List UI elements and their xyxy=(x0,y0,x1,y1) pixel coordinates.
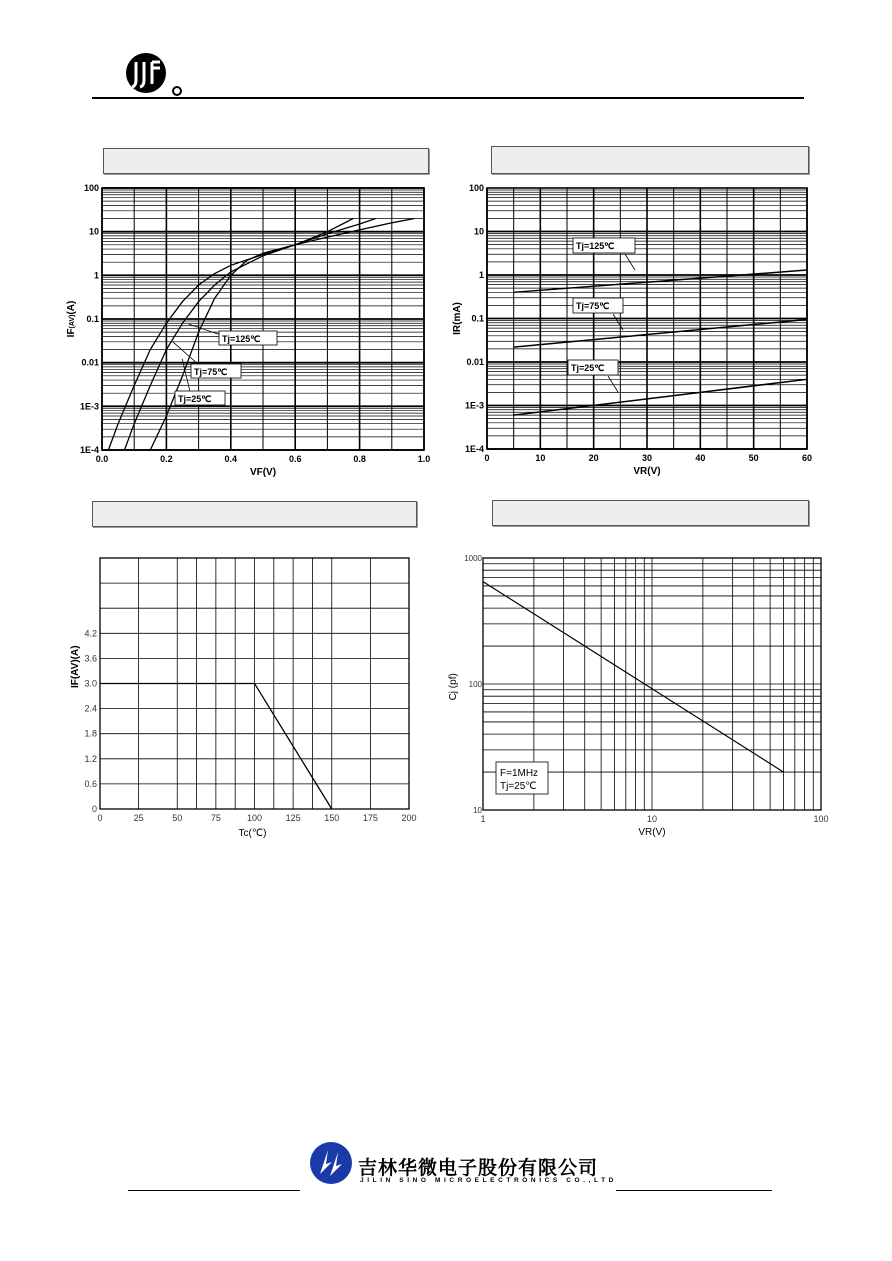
x-tick-label: 1 xyxy=(480,814,486,824)
x-tick-label: 25 xyxy=(133,813,144,823)
footer-rule-left xyxy=(128,1190,300,1191)
jjf-logo-icon xyxy=(124,50,184,98)
x-tick-label: 125 xyxy=(285,813,301,823)
y-tick-label: 1.2 xyxy=(84,753,97,764)
chart2-caption-box xyxy=(491,146,809,174)
series-label: Tj=25℃ xyxy=(571,363,605,373)
x-tick-label: 20 xyxy=(588,453,599,463)
x-tick-label: 150 xyxy=(324,813,340,823)
jilin-sino-logo-icon xyxy=(308,1140,354,1186)
y-tick-label: 1E-3 xyxy=(79,401,99,412)
series-label: Tj=125℃ xyxy=(576,241,615,251)
x-tick-label: 75 xyxy=(210,813,221,823)
y-tick-label: 0.6 xyxy=(84,778,97,789)
series-label: Tj=75℃ xyxy=(576,301,610,311)
series-line xyxy=(150,219,414,451)
series-line xyxy=(514,319,807,347)
chart4-caption-box xyxy=(492,500,809,526)
series-callout-line xyxy=(613,314,623,330)
chart-reverse-characteristics xyxy=(445,180,825,480)
chart-forward-characteristics xyxy=(60,180,440,480)
x-axis-label: Tc(℃) xyxy=(238,828,267,839)
chart1-caption-box xyxy=(103,148,429,174)
annotation-text: Tj=25℃ xyxy=(500,781,537,792)
y-tick-label: 4.2 xyxy=(84,628,97,639)
y-axis-label-part: IF xyxy=(66,328,77,338)
x-tick-label: 0.0 xyxy=(95,454,109,464)
x-tick-label: 10 xyxy=(646,814,658,824)
y-tick-label: 10 xyxy=(473,806,482,815)
y-tick-label: 3.0 xyxy=(84,678,97,689)
x-tick-label: 0.6 xyxy=(288,454,302,464)
y-tick-label: 2.4 xyxy=(84,703,97,714)
chart-junction-capacitance xyxy=(440,550,840,850)
y-tick-label: 100 xyxy=(468,680,482,689)
y-tick-label: 1000 xyxy=(464,554,482,563)
x-tick-label: 0.4 xyxy=(224,454,238,464)
company-name-cn: 吉林华微电子股份有限公司 xyxy=(358,1157,599,1179)
header-rule xyxy=(92,97,804,99)
series-line xyxy=(514,270,807,292)
chart-current-derating xyxy=(60,550,430,850)
company-name-en: JILIN SINO MICROELECTRONICS CO.,LTD xyxy=(360,1177,617,1184)
x-tick-label: 0.8 xyxy=(353,454,366,464)
y-tick-label: 1E-4 xyxy=(464,444,484,454)
y-axis-label-part: (AV) xyxy=(69,314,76,329)
x-tick-label: 200 xyxy=(401,813,417,823)
x-tick-label: 0 xyxy=(97,813,103,823)
series-line xyxy=(483,582,784,772)
y-axis-label xyxy=(66,301,77,338)
y-axis-label: Cj (pf) xyxy=(448,673,459,701)
x-tick-label: 1.0 xyxy=(417,454,431,464)
y-tick-label: 3.6 xyxy=(84,653,97,664)
y-tick-label: 0.1 xyxy=(86,314,99,324)
y-tick-label: 10 xyxy=(473,226,484,237)
x-tick-label: 60 xyxy=(801,453,813,463)
x-tick-label: 40 xyxy=(695,453,706,463)
y-tick-label: 1E-4 xyxy=(79,445,99,455)
x-tick-label: 0 xyxy=(484,453,490,463)
annotation-text: F=1MHz xyxy=(500,768,539,779)
series-callout-line xyxy=(608,376,618,392)
x-tick-label: 30 xyxy=(641,453,653,463)
x-tick-label: 50 xyxy=(748,453,759,463)
y-tick-label: 0.01 xyxy=(81,357,99,368)
x-axis-label: VR(V) xyxy=(633,466,661,477)
y-tick-label: 0.1 xyxy=(471,313,484,324)
y-tick-label: 100 xyxy=(83,183,99,193)
y-axis-label-part: (A) xyxy=(66,300,77,315)
y-tick-label: 0.01 xyxy=(466,357,484,367)
y-tick-label: 1 xyxy=(93,270,99,281)
y-tick-label: 1 xyxy=(478,270,484,280)
footer-logo xyxy=(308,1140,354,1186)
x-tick-label: 175 xyxy=(362,813,378,823)
y-tick-label: 1.8 xyxy=(84,728,97,739)
x-tick-label: 0.2 xyxy=(160,454,173,464)
series-label: Tj=75℃ xyxy=(194,367,228,377)
y-tick-label: 10 xyxy=(88,226,99,237)
footer-rule-right xyxy=(616,1190,772,1191)
x-tick-label: 50 xyxy=(172,813,183,823)
x-axis-label: VF(V) xyxy=(249,467,277,478)
y-tick-label: 100 xyxy=(468,183,484,193)
x-tick-label: 100 xyxy=(813,814,829,824)
header-logo xyxy=(124,50,184,98)
y-tick-label: 1E-3 xyxy=(464,400,484,411)
x-axis-label: VR(V) xyxy=(638,827,666,838)
y-tick-label: 0 xyxy=(91,804,97,814)
y-axis-label: IR(mA) xyxy=(452,302,463,335)
series-label: Tj=25℃ xyxy=(178,394,212,404)
series-label: Tj=125℃ xyxy=(222,334,261,344)
x-tick-label: 10 xyxy=(535,453,546,463)
y-axis-label: IF(AV)(A) xyxy=(70,645,81,689)
x-tick-label: 100 xyxy=(246,813,263,823)
chart3-caption-box xyxy=(92,501,417,527)
